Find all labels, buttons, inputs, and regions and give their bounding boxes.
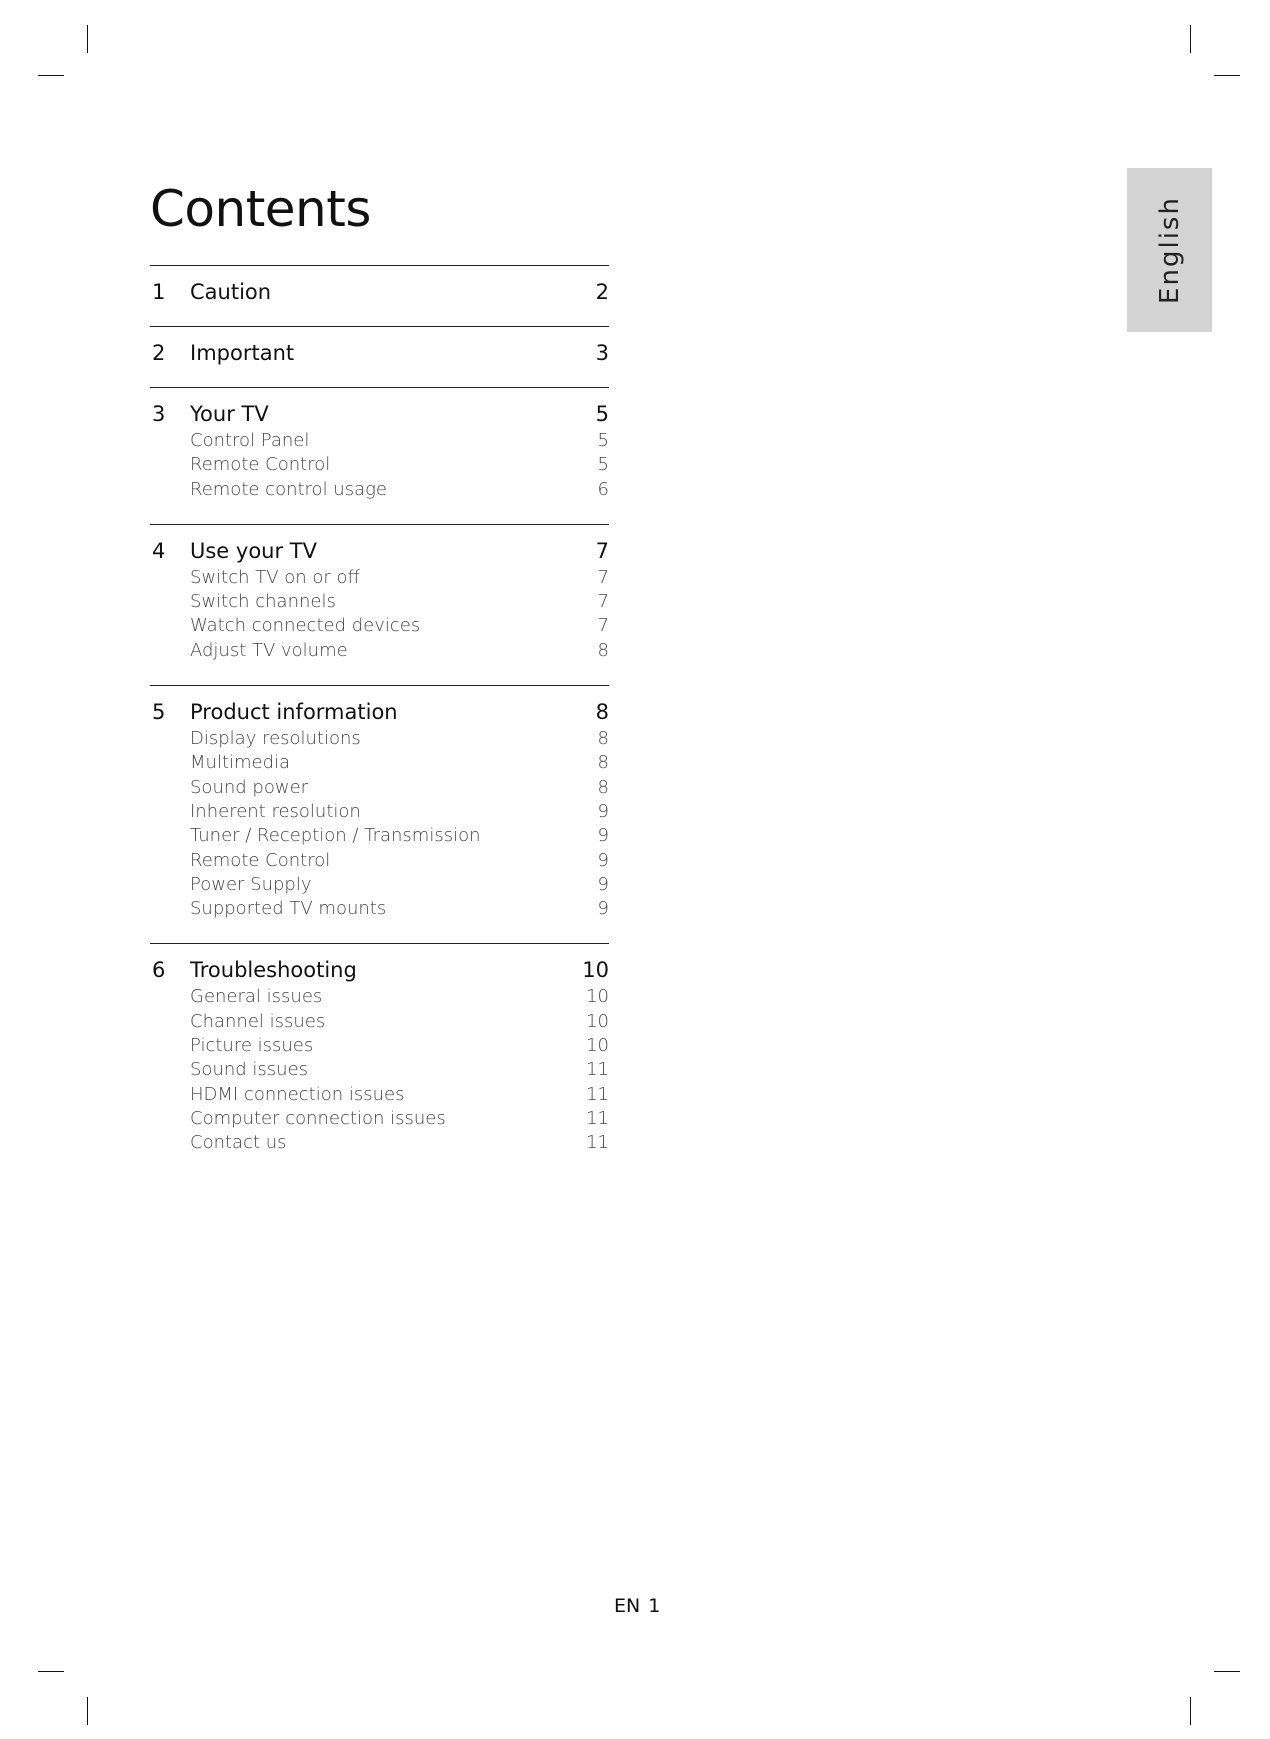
toc-section-number: 2 [152, 341, 166, 365]
toc-entry-label: Remote control usage [190, 478, 387, 500]
toc-section [150, 326, 609, 368]
toc-section-number: 6 [152, 958, 166, 983]
page-title: Contents [150, 179, 371, 238]
toc-entry-label: Power Supply [190, 873, 312, 895]
toc-entry-page: 5 [597, 430, 609, 451]
toc-entry-page: 11 [586, 1107, 609, 1129]
toc-entry-label: Channel issues [190, 1010, 326, 1032]
crop-mark-bottom-left-vertical [87, 1697, 88, 1725]
toc-entry[interactable] [150, 1083, 609, 1107]
toc-section-page: 2 [595, 280, 609, 304]
toc-entry-page: 8 [597, 776, 609, 798]
toc-section-number: 3 [152, 402, 166, 426]
toc-entry[interactable] [150, 566, 609, 590]
toc-entry[interactable] [150, 453, 609, 477]
toc-section-title: Your TV [190, 402, 269, 426]
toc-entry-page: 11 [586, 1083, 609, 1105]
toc-entry[interactable] [150, 985, 609, 1009]
toc-entry-label: HDMI connection issues [190, 1083, 405, 1105]
footer-page-number: 1 [648, 1595, 661, 1617]
toc-entry[interactable] [150, 800, 609, 824]
toc-section [150, 387, 609, 502]
toc-entry-page: 7 [597, 615, 609, 637]
toc-entry-page: 5 [597, 454, 609, 476]
toc-entry-page: 9 [597, 800, 609, 822]
toc-entry[interactable] [150, 751, 609, 775]
toc-entry-label: Adjust TV volume [190, 639, 348, 661]
toc-section-page: 5 [595, 402, 609, 426]
crop-mark-top-left-vertical [87, 25, 88, 53]
toc-entry-page: 11 [586, 1059, 609, 1081]
toc-entry-label: Picture issues [190, 1035, 314, 1057]
toc-entry-page: 10 [586, 1010, 609, 1032]
toc-entry-page: 10 [586, 986, 609, 1008]
crop-mark-bottom-right-vertical [1190, 1697, 1191, 1725]
toc-entry-label: Display resolutions [190, 728, 361, 750]
toc-entry[interactable] [150, 1010, 609, 1034]
toc-section-heading[interactable] [150, 536, 609, 566]
toc-section-heading[interactable] [150, 697, 609, 727]
toc-entry[interactable] [150, 590, 609, 614]
toc-entry[interactable] [150, 727, 609, 751]
page-footer [614, 1595, 660, 1617]
toc-entry-label: Inherent resolution [190, 800, 361, 822]
toc-entry-label: Switch channels [190, 591, 336, 613]
toc-entry-page: 9 [597, 825, 609, 847]
toc-entry[interactable] [150, 1107, 609, 1131]
toc-entry-page: 8 [597, 752, 609, 774]
toc-entry-page: 8 [597, 728, 609, 750]
toc-entry-page: 8 [597, 639, 609, 661]
toc-section-page: 3 [595, 341, 609, 365]
toc-section-heading[interactable] [150, 338, 609, 368]
crop-mark-bottom-left-horizontal [38, 1671, 64, 1672]
toc-entry[interactable] [150, 897, 609, 921]
toc-entry-page: 7 [597, 591, 609, 613]
toc-section [150, 265, 609, 307]
crop-mark-bottom-right-horizontal [1214, 1671, 1240, 1672]
toc-section [150, 943, 609, 1155]
toc-entry[interactable] [150, 429, 609, 453]
toc-section-page: 7 [595, 538, 609, 563]
toc-entry-label: Sound issues [190, 1059, 309, 1081]
toc-section-heading[interactable] [150, 399, 609, 429]
footer-language-code: EN [614, 1595, 641, 1617]
toc-entry-page: 6 [597, 478, 609, 500]
toc-entry-page: 10 [586, 1035, 609, 1057]
toc-entry[interactable] [150, 478, 609, 502]
crop-mark-top-left-horizontal [38, 75, 64, 76]
toc-section [150, 685, 609, 921]
toc-entry[interactable] [150, 1034, 609, 1058]
toc-entry-label: Sound power [190, 776, 309, 798]
toc-entry[interactable] [150, 776, 609, 800]
toc-entry-page: 11 [586, 1132, 609, 1154]
toc-section-title: Caution [190, 280, 272, 304]
toc-section-number: 1 [152, 280, 166, 304]
toc-entry-label: Switch TV on or off [190, 566, 360, 588]
toc-entry-label: Control Panel [190, 430, 310, 451]
toc-entry[interactable] [150, 1131, 609, 1155]
toc-entry-label: Watch connected devices [190, 615, 421, 637]
toc-entry-label: Computer connection issues [190, 1107, 446, 1129]
toc-section-title: Troubleshooting [190, 958, 357, 983]
toc-entry[interactable] [150, 849, 609, 873]
language-tab [1127, 168, 1212, 332]
toc-entry[interactable] [150, 614, 609, 638]
toc-section [150, 524, 609, 663]
toc-entry-page: 9 [597, 873, 609, 895]
toc-section-page: 8 [595, 700, 609, 725]
toc-entry[interactable] [150, 1058, 609, 1082]
toc-entry[interactable] [150, 824, 609, 848]
toc-entry-label: Remote Control [190, 849, 331, 871]
toc-entry[interactable] [150, 639, 609, 663]
toc-section-title: Important [190, 341, 295, 365]
toc-entry-page: 9 [597, 898, 609, 920]
table-of-contents [150, 265, 609, 1178]
toc-section-page: 10 [582, 958, 609, 983]
crop-mark-top-right-horizontal [1214, 75, 1240, 76]
toc-section-title: Product information [190, 700, 398, 725]
toc-entry-label: General issues [190, 986, 323, 1008]
toc-section-number: 5 [152, 700, 166, 725]
language-tab-label: English [1154, 196, 1185, 304]
toc-entry-label: Tuner / Reception / Transmission [190, 825, 481, 847]
toc-entry-label: Remote Control [190, 454, 331, 476]
toc-entry-page: 7 [597, 566, 609, 588]
toc-section-heading[interactable] [150, 955, 609, 985]
toc-section-number: 4 [152, 538, 166, 563]
toc-section-heading[interactable] [150, 277, 609, 307]
toc-section-title: Use your TV [190, 538, 317, 563]
crop-mark-top-right-vertical [1190, 25, 1191, 53]
toc-entry-page: 9 [597, 849, 609, 871]
toc-entry[interactable] [150, 873, 609, 897]
toc-entry-label: Contact us [190, 1132, 287, 1154]
toc-entry-label: Supported TV mounts [190, 898, 387, 920]
toc-entry-label: Multimedia [190, 752, 291, 774]
